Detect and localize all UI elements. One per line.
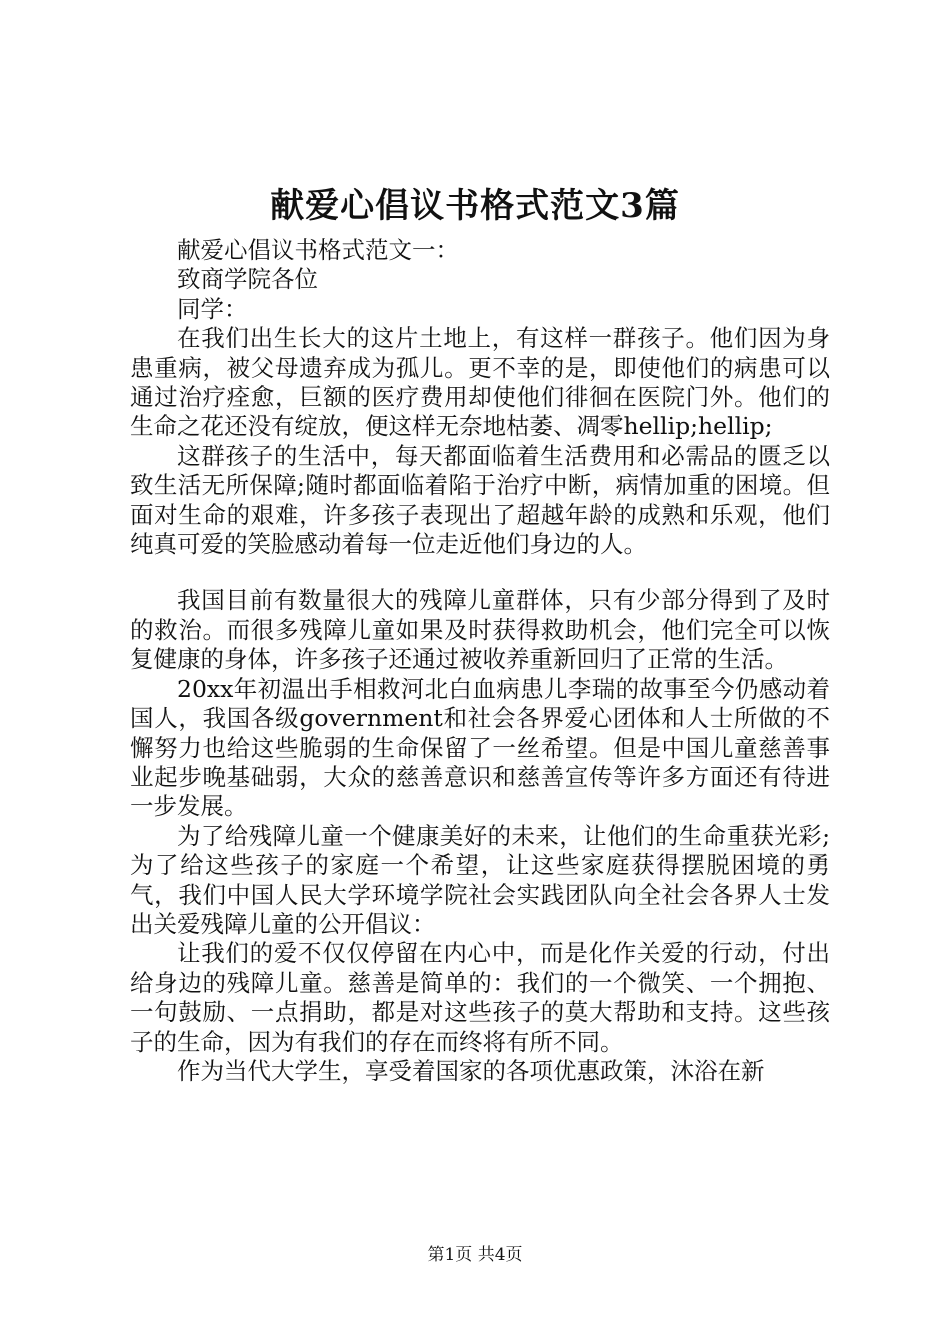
paragraph: 作为当代大学生，享受着国家的各项优惠政策，沐浴在新 [177, 1056, 765, 1085]
paragraph: 我国目前有数量很大的残障儿童群体，只有少部分得到了及时的救治。而很多残障儿童如果及时获得救助机会，他们完全可以恢复健康的身体，许多孩子还通过被收养重新回归了正常的生活。 [130, 586, 830, 674]
paragraph-salutation-1: 致商学院各位 [177, 265, 318, 294]
paragraph: 这群孩子的生活中，每天都面临着生活费用和必需品的匮乏以致生活无所保障;随时都面临着陷于治疗中断，病情加重的困境。但面对生命的艰难，许多孩子表现出了超越年龄的成熟和乐观，他们纯真可爱的笑脸感动着每一位走近他们身边的人。 [130, 441, 830, 559]
page-number-footer: 第1页 共4页 [427, 1245, 523, 1265]
paragraph: 为了给残障儿童一个健康美好的未来，让他们的生命重获光彩;为了给这些孩子的家庭一个希望，让这些家庭获得摆脱困境的勇气，我们中国人民大学环境学院社会实践团队向全社会各界人士发出关爱残障儿童的公开倡议： [130, 821, 830, 938]
paragraph-salutation-2: 同学： [177, 294, 248, 323]
paragraph: 让我们的爱不仅仅停留在内心中，而是化作关爱的行动，付出给身边的残障儿童。慈善是简单的：我们的一个微笑、一个拥抱、一句鼓励、一点捐助，都是对这些孩子的莫大帮助和支持。这些孩子的生命，因为有我们的存在而终将有所不同。 [130, 939, 830, 1056]
paragraph: 20xx年初温出手相救河北白血病患儿李瑞的故事至今仍感动着国人，我国各级government和社会各界爱心团体和人士所做的不懈努力也给这些脆弱的生命保留了一丝希望。但是中国儿童慈善事业起步晚基础弱，大众的慈善意识和慈善宣传等许多方面还有待进一步发展。 [130, 674, 830, 821]
paragraph: 在我们出生长大的这片土地上，有这样一群孩子。他们因为身患重病，被父母遗弃成为孤儿。更不幸的是，即使他们的病患可以通过治疗痊愈，巨额的医疗费用却使他们徘徊在医院门外。他们的生命之花还没有绽放，便这样无奈地枯萎、凋零hellip;hellip; [130, 324, 830, 441]
document-title: 献爱心倡议书格式范文3篇 [270, 186, 680, 226]
document-body [130, 236, 830, 1086]
paragraph-heading: 献爱心倡议书格式范文一： [177, 236, 459, 264]
